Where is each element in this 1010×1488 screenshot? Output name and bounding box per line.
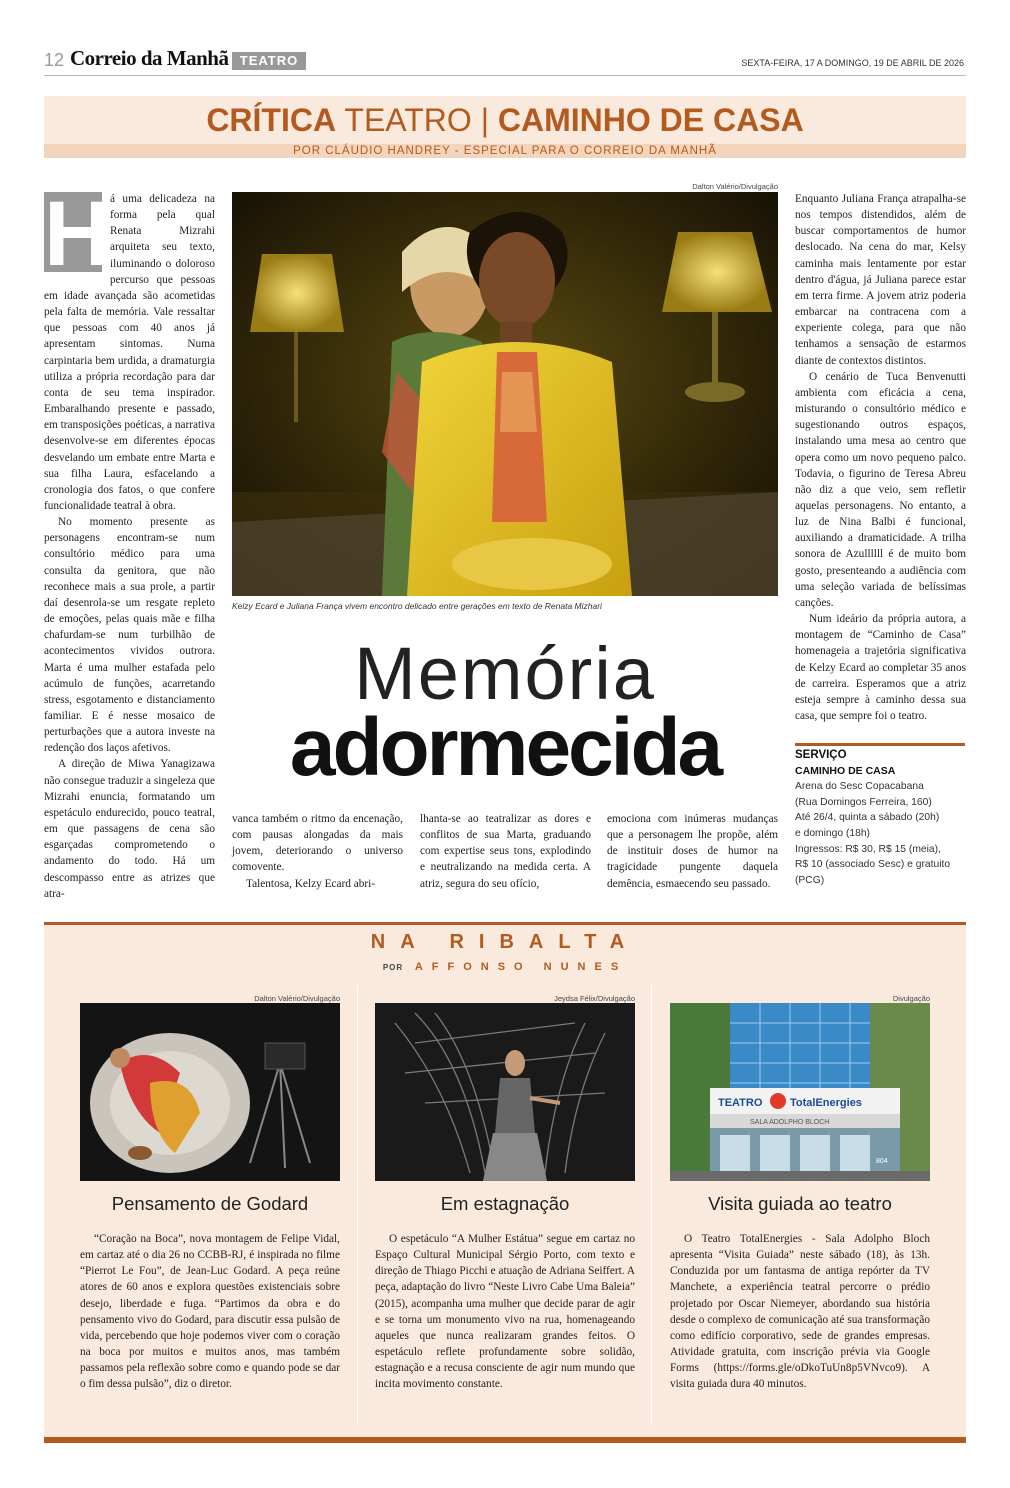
sign-teatro: TEATRO bbox=[718, 1097, 763, 1109]
photo-credit: Divulgação bbox=[892, 994, 930, 1003]
article-paragraph: O cenário de Tuca Benvenutti ambienta com eficácia a cena, misturando o consultório médico e sugestionando outros espaços, instalando uma mesa ao centro que opera como um novo pequeno palco. Todavia, o figurino de Teresa Abreu não diz a que veio, sem refletir aquelas personagens. No entanto, a luz de Nina Balbi é funcional, auxiliando a dramaticidade. A trilha sonora de Azullllll é de muito bom gosto, presenteando a audiência com uma seleção variada de belíssimas canções. bbox=[795, 370, 966, 609]
article-column-4 bbox=[607, 811, 778, 892]
service-line: (Rua Domingos Ferreira, 160) bbox=[795, 796, 932, 808]
ribalta-byline: POR AFFONSO NUNES bbox=[382, 961, 628, 973]
column-divider bbox=[651, 985, 652, 1425]
service-title: SERVIÇO bbox=[795, 749, 847, 761]
estatua-photo-illustration bbox=[375, 1003, 635, 1181]
service-line: R$ 10 (associado Sesc) e gratuito bbox=[795, 859, 951, 871]
godard-photo bbox=[80, 1003, 340, 1181]
article-paragraph: A direção de Miwa Yanagizawa não consegue traduzir a singeleza que Mizrahi enuncia, formatando um espetáculo endurecido, pouco teatral, em que passagens de cena são esgarçadas comprometendo o andamento do todo. Há um descompasso entre as atrizes que atra- bbox=[44, 758, 215, 900]
article-column-1 bbox=[44, 183, 215, 902]
article-paragraph: vanca também o ritmo da encenação, com pausas alongadas da mais jovem, deteriorando o universo comovente. bbox=[232, 813, 403, 874]
photo-caption: Kelzy Ecard e Juliana França vivem encontro delicado entre gerações em texto de Renata Mizhari bbox=[232, 601, 602, 611]
column-divider bbox=[357, 985, 358, 1425]
ribalta-text: O espetáculo “A Mulher Estátua” segue em cartaz no Espaço Cultural Municipal Sérgio Porto, com texto e direção de Thiago Picchi e atuação de Adriana Seiffert. A peça, adaptação do livro “Neste Livro Cabe Uma Baleia” (2015), acompanha uma mulher que decide parar de agir e se torna um monumento vivo na rua, homenageando aqueles que nunca realizaram grandes feitos. O espetáculo reflete profundamente sobre solidão, estagnação e a recusa consciente de agir num mundo que incita movimento constante. bbox=[375, 1233, 635, 1391]
ribalta-headline: Visita guiada ao teatro bbox=[708, 1193, 892, 1214]
issue-date: SEXTA-FEIRA, 17 A DOMINGO, 19 DE ABRIL DE 2026 bbox=[741, 58, 964, 68]
stage-photo-illustration bbox=[232, 192, 778, 596]
review-byline: POR CLÁUDIO HANDREY - ESPECIAL PARA O CORREIO DA MANHÃ bbox=[44, 144, 966, 158]
article-paragraph: Enquanto Juliana França atrapalha-se nos tempos distendidos, além de buscar comportamentos de humor deslocado. Na cena do mar, Kelsy caminha mais lentamente por estar dentro d'água, já Juliana parece estar em terra firme. A jovem atriz poderia embarcar na contracena com a experiente colega, para que não tenhamos a sensação de estarmos diante de contextos distintos. bbox=[795, 193, 966, 367]
article-paragraph: No momento presente as personagens encontram-se num consultório médico para uma consulta da genitora, que não reconhece mais a sua prole, a partir daí desenrola-se um resgate repleto de emoções, pelas quais mãe e filha chafurdam-se num turbilhão de acontecimentos vividos outrora. Marta é uma mulher estafada pelo acúmulo de funções, acarretando stress, esgotamento e distanciamento familiar. E é nesse mosaico de perturbações que a autora investe na redenção dos laços afetivos. bbox=[44, 516, 215, 755]
sign-bloch: SALA ADOLPHO BLOCH bbox=[750, 1119, 830, 1126]
estatua-photo bbox=[375, 1003, 635, 1181]
photo-credit: Dalton Valério/Divulgação bbox=[254, 994, 340, 1003]
ribalta-bottom-rule bbox=[44, 1437, 966, 1443]
sign-number: 804 bbox=[876, 1158, 888, 1165]
main-photo bbox=[232, 192, 778, 596]
service-line: e domingo (18h) bbox=[795, 827, 870, 839]
ribalta-headline: Pensamento de Godard bbox=[111, 1193, 309, 1214]
service-show: CAMINHO DE CASA bbox=[795, 764, 896, 777]
sign-brand: TotalEnergies bbox=[790, 1097, 862, 1109]
section-badge: TEATRO bbox=[232, 52, 306, 70]
ribalta-title: NA RIBALTA bbox=[370, 931, 640, 953]
article-paragraph: á uma delicadeza na forma pela qual Renata Mizrahi arquiteta seu texto, iluminando o doloroso percurso que pessoas em idade avançada são acometidas pela falta de memória. Vale ressaltar que pessoas com 40 anos já apresentam sintomas. Numa carpintaria bem urdida, a dramaturgia utiliza a própria recordação para dar conta de seu tema inspirador. Embaralhando presente e passado, em transposições poéticas, a narrativa desenvolve-se em diferentes épocas desvelando um embate entre Marta e sua filha Laura, esfacelando a cronologia dos fatos, o que confere funcionalidade teatral à obra. bbox=[44, 193, 215, 512]
teatro-photo bbox=[670, 1003, 930, 1181]
ribalta-text: O Teatro TotalEnergies - Sala Adolpho Bloch apresenta “Visita Guiada” neste sábado (18), às 13h. Conduzida por um fantasma de antiga repórter da TV Manchete, a experiência teatral percorre o prédio projetado por Oscar Niemeyer, abordando sua história desde o complexo de comunicação até sua transformação como edifício corporativo, sede de grandes empresas. Atividade gratuita, com inscrição prévia via Google Forms (https://forms.gle/oDkoTuUn8p5VNvco9). A visita guiada dura 40 minutos. bbox=[670, 1233, 930, 1391]
photo-credit: Dalton Valério/Divulgação bbox=[692, 182, 778, 191]
headline-line-2: adormecida bbox=[289, 702, 721, 793]
service-line: (PCG) bbox=[795, 874, 825, 886]
photo-credit: Jeydsa Félix/Divulgação bbox=[554, 994, 635, 1003]
service-line: Arena do Sesc Copacabana bbox=[795, 781, 924, 793]
drop-cap: H bbox=[44, 183, 111, 285]
article-column-5 bbox=[795, 191, 966, 724]
masthead-logo: Correio da Manhã bbox=[70, 46, 229, 70]
article-paragraph: lhanta-se ao teatralizar as dores e conflitos de sua Marta, graduando com expertise seus tons, explodindo e neutralizando na medida certa. A atriz, segura do seu ofício, bbox=[420, 813, 591, 890]
teatro-building-illustration bbox=[670, 1003, 930, 1181]
headline-line-1: Memória bbox=[354, 632, 656, 715]
article-paragraph: emociona com inúmeras mudanças que a personagem lhe propõe, além de instituir doses de humor na tragicidade pungente daquela demência, esmaecendo seu passado. bbox=[607, 813, 778, 890]
review-banner-title: CRÍTICA TEATRO | CAMINHO DE CASA bbox=[206, 102, 804, 138]
article-column-2 bbox=[232, 811, 403, 892]
article-paragraph: Num ideário da própria autora, a montagem de “Caminho de Casa” homenageia a trajetória significativa de Kelzy Ecard ao completar 35 anos de carreira. Esperamos que a atriz esteja sempre à caminho dessa sua casa, que sempre foi o teatro. bbox=[795, 613, 966, 722]
page-number: 12 bbox=[44, 50, 65, 70]
ribalta-text: “Coração na Boca”, nova montagem de Felipe Vidal, em cartaz até o dia 26 no CCBB-RJ, é inspirada no filme “Pierrot Le Fou”, de Jean-Luc Godard. A peça reúne atores de 60 anos e explora questões existenciais sobre desejo, liberdade e fuga. “Partimos da obra e do pensamento vivo do Godard, para discutir essa pulsão de vida, percebendo que hoje podemos viver com o coração na boca por muitos e muitos anos, mas também passamos pela reflexão sobre como e quando pode se dar o fim dessa pulsão”, diz o diretor. bbox=[80, 1233, 340, 1391]
godard-photo-illustration bbox=[80, 1003, 340, 1181]
service-line: Até 26/4, quinta a sábado (20h) bbox=[795, 812, 940, 824]
article-paragraph: Talentosa, Kelzy Ecard abri- bbox=[246, 877, 376, 890]
article-column-3 bbox=[420, 811, 591, 892]
ribalta-headline: Em estagnação bbox=[440, 1193, 570, 1214]
service-box bbox=[795, 748, 965, 888]
header-divider bbox=[44, 75, 966, 76]
service-rule bbox=[795, 743, 965, 746]
service-line: Ingressos: R$ 30, R$ 15 (meia), bbox=[795, 843, 941, 855]
